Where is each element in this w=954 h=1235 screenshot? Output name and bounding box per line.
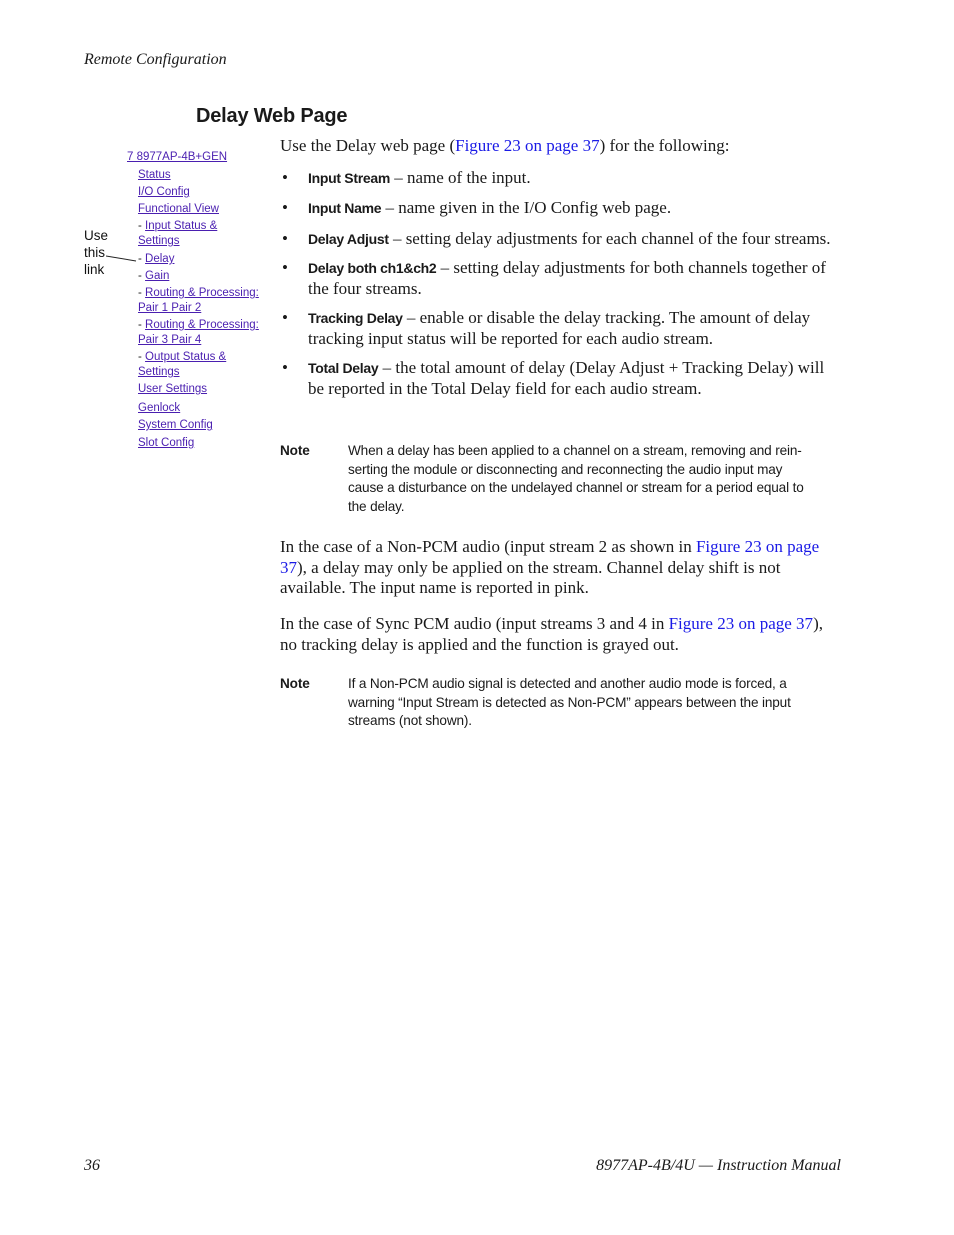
bullet-text: – setting delay adjustments for each channel of the four streams. <box>388 228 831 248</box>
nav-functional-view-link[interactable]: Functional View <box>138 203 219 215</box>
nav-dash: - <box>138 287 142 299</box>
nav-dash: - <box>138 253 142 265</box>
nav-gain-item <box>138 269 169 285</box>
bullet-term: Tracking Delay <box>308 310 403 326</box>
page-number: 36 <box>84 1157 100 1174</box>
manual-title: 8977AP-4B/4U — Instruction Manual <box>596 1157 841 1174</box>
figure-23-link[interactable]: Figure 23 on page 37 <box>280 537 820 577</box>
nav-dash: - <box>138 270 142 282</box>
nav-routing-pair34-link[interactable]: Routing & Processing: <box>145 319 259 331</box>
note-label: Note <box>280 443 310 458</box>
nav-input-status-link-cont[interactable]: Settings <box>138 235 180 247</box>
non-pcm-paragraph <box>280 537 840 599</box>
paragraph-text: In the case of Sync PCM audio (input streams 3 and 4 in <box>280 614 669 633</box>
paragraph-text: ), a delay may only be applied on the stream. Channel delay shift is not available. The input name is reported in pink. <box>280 557 781 597</box>
nav-delay-item <box>138 252 174 268</box>
main-content <box>280 136 840 399</box>
nav-user-settings-link[interactable]: User Settings <box>138 383 208 395</box>
note-block <box>280 442 820 516</box>
nav-system-config-link[interactable]: System Config <box>138 419 213 431</box>
nav-routing-1-item <box>138 286 259 302</box>
note-block <box>280 675 820 731</box>
bullet-term: Input Stream <box>308 169 390 186</box>
list-item <box>280 229 840 250</box>
bullet-term: Total Delay <box>308 360 379 376</box>
use-this-link-callout <box>84 227 108 278</box>
intro-text-end: ) for the following: <box>599 136 730 155</box>
list-item <box>280 258 840 299</box>
paragraph-text: In the case of a Non-PCM audio (input stream 2 as shown in <box>280 537 696 556</box>
paragraph-text: ), no tracking delay is applied and the function is grayed out. <box>280 614 823 654</box>
note-text: If a Non-PCM audio signal is detected and another audio mode is forced, a warning “Input Stream is detected as Non-PCM” appears between the input streams (not shown). <box>348 676 791 729</box>
nav-output-status-item <box>138 350 226 366</box>
note-label: Note <box>280 676 310 691</box>
bullet-text: – name given in the I/O Config web page. <box>381 198 672 217</box>
nav-dash: - <box>138 319 142 331</box>
nav-routing-pair12-link-cont[interactable]: Pair 1 Pair 2 <box>138 302 202 314</box>
nav-io-config-link[interactable]: I/O Config <box>138 186 190 198</box>
nav-input-status-link[interactable]: Input Status & <box>145 220 218 232</box>
nav-routing-2-item <box>138 318 259 334</box>
nav-output-status-link-cont[interactable]: Settings <box>138 366 180 378</box>
list-item <box>280 358 840 399</box>
callout-line-2: this <box>84 245 106 260</box>
nav-routing-pair12-link[interactable]: Routing & Processing: <box>145 287 259 299</box>
nav-input-status-item <box>138 219 217 235</box>
figure-23-link[interactable]: Figure 23 on page 37 <box>668 614 814 633</box>
list-item <box>280 168 840 189</box>
running-header: Remote Configuration <box>84 51 227 68</box>
figure-23-link[interactable]: Figure 23 on page 37 <box>455 136 600 155</box>
nav-status-link[interactable]: Status <box>138 169 171 181</box>
callout-line-3: link <box>84 262 105 277</box>
nav-root-link[interactable]: 7 8977AP-4B+GEN <box>127 151 228 163</box>
sync-pcm-paragraph <box>280 614 840 655</box>
nav-gain-link[interactable]: Gain <box>145 270 170 282</box>
bullet-term: Delay Adjust <box>308 230 389 247</box>
bullet-text: – the total amount of delay (Delay Adjust + Tracking Delay) will be reported in the Total Delay field for each audio stream. <box>308 358 825 398</box>
nav-dash: - <box>138 220 142 232</box>
intro-paragraph <box>280 136 840 157</box>
intro-text: Use the Delay web page ( <box>280 136 456 155</box>
bullet-text: – enable or disable the delay tracking. The amount of delay tracking input status will be reported for each audio stream. <box>308 308 811 348</box>
callout-line-1: Use <box>84 228 109 243</box>
note-text: When a delay has been applied to a channel on a stream, removing and rein-serting the module or disconnecting and reconnecting the audio input may cause a disturbance on the undelayed channel or stream for a period equal to the delay. <box>348 443 804 514</box>
bullet-text: – setting delay adjustments for both channels together of the four streams. <box>308 258 826 298</box>
bullet-text: – name of the input. <box>389 167 531 187</box>
callout-leader-line <box>106 252 138 264</box>
bullet-term: Input Name <box>308 200 382 216</box>
list-item <box>280 308 840 349</box>
bullet-term: Delay both ch1&ch2 <box>308 260 437 276</box>
nav-dash: - <box>138 351 142 363</box>
nav-routing-pair34-link-cont[interactable]: Pair 3 Pair 4 <box>138 334 202 346</box>
nav-output-status-link[interactable]: Output Status & <box>145 351 227 363</box>
nav-slot-config-link[interactable]: Slot Config <box>138 437 195 449</box>
field-list <box>280 168 840 400</box>
nav-genlock-link[interactable]: Genlock <box>138 402 181 414</box>
nav-delay-link[interactable]: Delay <box>145 253 175 265</box>
list-item <box>280 198 840 219</box>
section-title: Delay Web Page <box>196 105 348 127</box>
